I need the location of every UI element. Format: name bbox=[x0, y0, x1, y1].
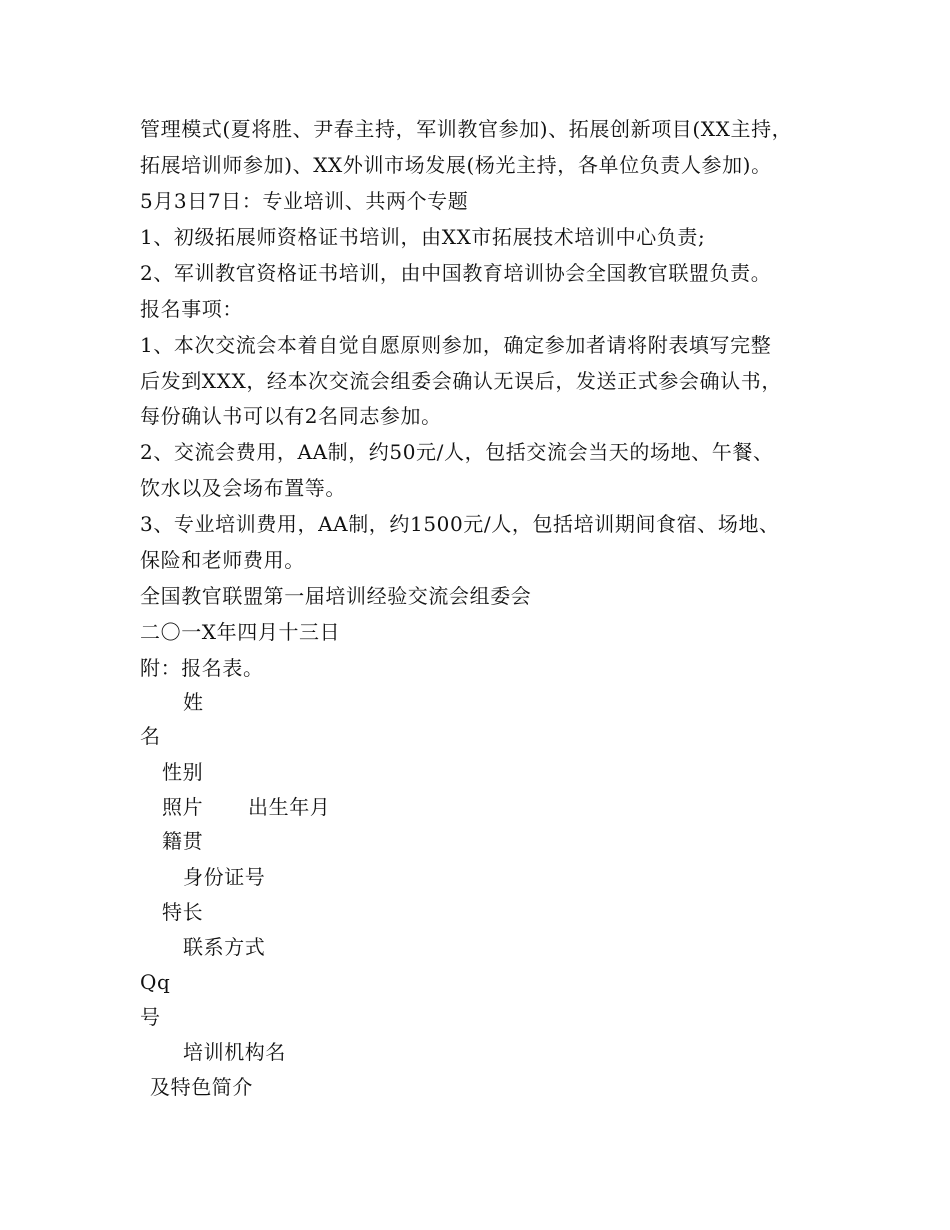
organizer-signature: 全国教官联盟第一届培训经验交流会组委会 bbox=[140, 584, 532, 608]
body-line-9: 每份确认书可以有2名同志参加。 bbox=[140, 404, 442, 428]
form-label-birth: 出生年月 bbox=[248, 795, 331, 819]
form-label-org-name: 培训机构名 bbox=[183, 1040, 286, 1064]
form-label-photo: 照片 bbox=[162, 795, 204, 819]
form-label-qq-bottom: 号 bbox=[140, 1005, 161, 1029]
form-label-contact: 联系方式 bbox=[183, 935, 266, 959]
form-label-gender: 性别 bbox=[162, 760, 204, 784]
form-label-name-bottom: 名 bbox=[140, 724, 161, 748]
body-line-11: 饮水以及会场布置等。 bbox=[140, 476, 346, 500]
body-line-2: 拓展培训师参加)、XX外训市场发展(杨光主持，各单位负责人参加)。 bbox=[140, 153, 772, 177]
form-label-native-place: 籍贯 bbox=[162, 829, 204, 853]
body-line-8: 后发到XXX，经本次交流会组委会确认无误后，发送正式参会确认书， bbox=[140, 369, 782, 393]
body-line-10: 2、交流会费用，AA制，约50元/人，包括交流会当天的场地、午餐、 bbox=[140, 440, 774, 464]
form-label-name-top: 姓 bbox=[183, 690, 204, 714]
body-line-12: 3、专业培训费用，AA制，约1500元/人，包括培训期间食宿、场地、 bbox=[140, 512, 780, 536]
body-line-13: 保险和老师费用。 bbox=[140, 548, 305, 572]
form-label-qq-top: Qq bbox=[140, 970, 171, 994]
body-line-5: 2、军训教官资格证书培训，由中国教育培训协会全国教官联盟负责。 bbox=[140, 261, 772, 285]
section-heading-registration: 报名事项： bbox=[140, 297, 243, 321]
form-label-org-intro: 及特色简介 bbox=[150, 1075, 253, 1099]
form-label-specialty: 特长 bbox=[162, 900, 204, 924]
body-line-3: 5月3日7日：专业培训、共两个专题 bbox=[140, 189, 469, 213]
form-label-id-number: 身份证号 bbox=[183, 865, 266, 889]
body-line-1: 管理模式(夏将胜、尹春主持，军训教官参加)、拓展创新项目(XX主持， bbox=[140, 117, 793, 141]
body-line-7: 1、本次交流会本着自觉自愿原则参加，确定参加者请将附表填写完整 bbox=[140, 333, 772, 357]
attachment-note: 附：报名表。 bbox=[140, 656, 264, 680]
document-date: 二〇一X年四月十三日 bbox=[140, 620, 341, 644]
body-line-4: 1、初级拓展师资格证书培训，由XX市拓展技术培训中心负责; bbox=[140, 225, 706, 249]
